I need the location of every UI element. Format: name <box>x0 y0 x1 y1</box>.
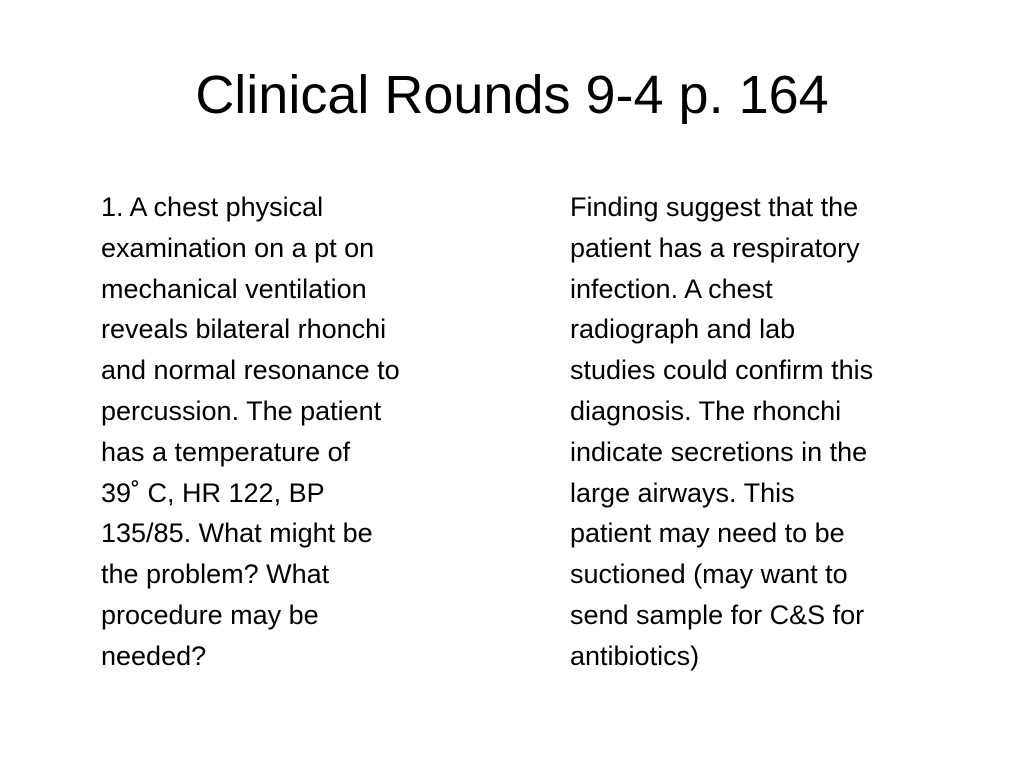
slide-title: Clinical Rounds 9-4 p. 164 <box>195 65 829 125</box>
answer-text: Finding suggest that the patient has a respiratory infection. A chest radiograph and lab studies could confirm this diagnosis. The rhonchi indicate secretions in the large airways. This patient may need to be suctioned (may want to send sample for C&S for antibiotics) <box>570 192 874 671</box>
question-text: 1. A chest physical examination on a pt on mechanical ventilation reveals bilateral rhonchi and normal resonance to percussion. The patient has a temperature of 39˚ C, HR 122, BP 135/85. What might be the problem? What procedure may be needed? <box>101 192 400 671</box>
